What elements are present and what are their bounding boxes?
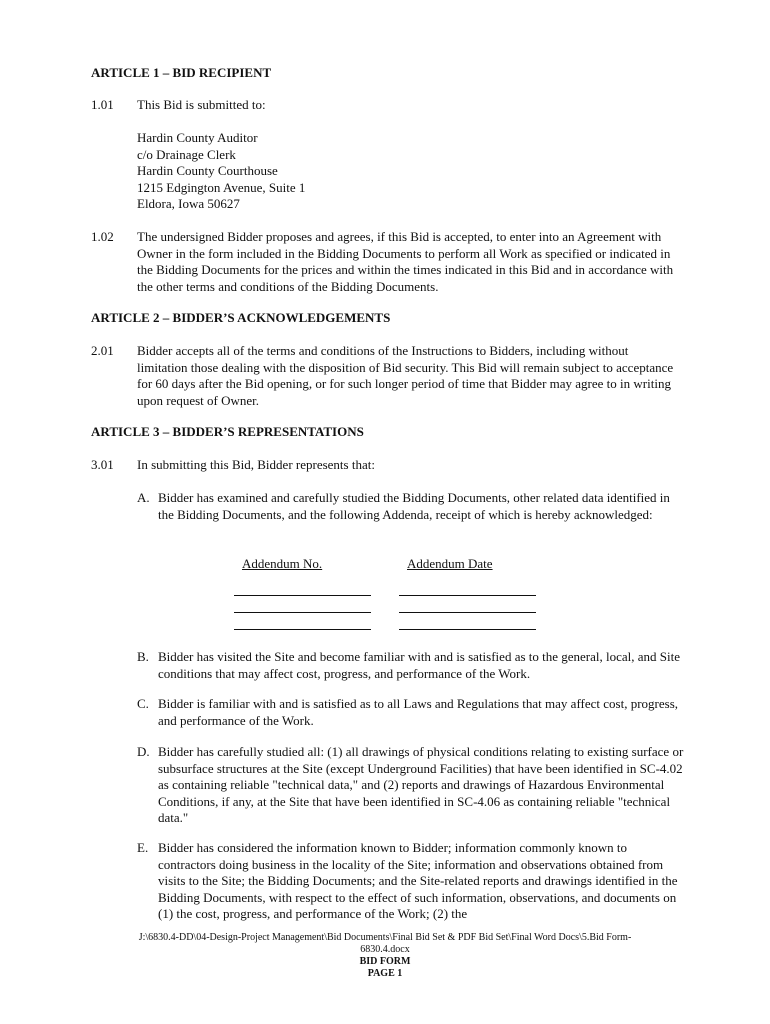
- item-letter: C.: [137, 696, 149, 711]
- recipient-address: [137, 130, 305, 213]
- addendum-no-blank[interactable]: [234, 629, 371, 630]
- footer-form-title: BID FORM: [359, 956, 411, 967]
- article-1-heading: ARTICLE 1 – BID RECIPIENT: [91, 65, 272, 80]
- item-text: Bidder is familiar with and is satisfied as to all Laws and Regulations that may affect cost, progress, and performance of the Work.: [158, 696, 678, 728]
- section-2-01-number: 2.01: [91, 343, 114, 358]
- addendum-no-blank[interactable]: [234, 595, 371, 596]
- addendum-date-blank[interactable]: [399, 629, 536, 630]
- representation-item-b: [137, 649, 687, 682]
- section-1-02-text: The undersigned Bidder proposes and agrees, if this Bid is accepted, to enter into an Agreement with Owner in the form included in the Bidding Documents to perform all Work as specified or indicated in the Bidding Documents for the prices and within the times indicated in this Bid and in accordance with the other terms and conditions of the Bidding Documents.: [137, 229, 674, 294]
- article-3-heading: ARTICLE 3 – BIDDER’S REPRESENTATIONS: [91, 424, 364, 439]
- section-1-02-number: 1.02: [91, 229, 114, 244]
- representation-item-e: [137, 840, 687, 923]
- address-line: Eldora, Iowa 50627: [137, 196, 240, 212]
- footer-file-name: 6830.4.docx: [360, 944, 410, 955]
- section-1-01-number: 1.01: [91, 97, 114, 112]
- item-text: Bidder has examined and carefully studied the Bidding Documents, other related data identified in the Bidding Documents, and the following Addenda, receipt of which is hereby acknowledged:: [158, 490, 670, 522]
- item-letter: D.: [137, 744, 150, 759]
- item-letter: A.: [137, 490, 150, 505]
- representation-item-a: [137, 490, 687, 523]
- item-text: Bidder has considered the information known to Bidder; information commonly known to contractors doing business in the locality of the Site; information and observations obtained from visits to the Site; the Bidding Documents; and the Site-related reports and drawings identified in the Bidding Documents, with respect to the effect of such information, observations, and documents on (1) the cost, progress, and performance of the Work; (2) the: [158, 840, 678, 922]
- address-line: Hardin County Courthouse: [137, 163, 278, 179]
- item-letter: E.: [137, 840, 149, 855]
- item-text: Bidder has carefully studied all: (1) all drawings of physical conditions relating to existing surface or subsurface structures at the Site (except Underground Facilities) that have been identified in SC-4.02 as containing reliable "technical data," and (2) reports and drawings of Hazardous Environmental Conditions, if any, at the Site that have been identified in SC-4.06 as containing reliable "technical data.": [158, 744, 684, 826]
- item-text: Bidder has visited the Site and become familiar with and is satisfied as to the general, local, and Site conditions that may affect cost, progress, and performance of the Work.: [158, 649, 681, 681]
- section-3-01-text: In submitting this Bid, Bidder represents that:: [137, 457, 375, 472]
- footer-file-path: J:\6830.4-DD\04-Design-Project Management\Bid Documents\Final Bid Set & PDF Bid Set\Final Word Docs\5.Bid Form-: [138, 932, 632, 943]
- addendum-date-blank[interactable]: [399, 595, 536, 596]
- representation-item-c: [137, 696, 687, 729]
- address-line: 1215 Edgington Avenue, Suite 1: [137, 179, 306, 195]
- footer-page-number: PAGE 1: [367, 968, 403, 979]
- section-3-01-number: 3.01: [91, 457, 114, 472]
- address-line: c/o Drainage Clerk: [137, 146, 236, 162]
- article-2-heading: ARTICLE 2 – BIDDER’S ACKNOWLEDGEMENTS: [91, 310, 391, 325]
- representation-item-d: [137, 744, 687, 827]
- section-1-01-text: This Bid is submitted to:: [137, 97, 266, 112]
- addendum-date-blank[interactable]: [399, 612, 536, 613]
- addendum-no-header: Addendum No.: [242, 556, 323, 571]
- section-2-01-text: Bidder accepts all of the terms and conditions of the Instructions to Bidders, including without limitation those dealing with the disposition of Bid security. This Bid will remain subject to acceptance for 60 days after the Bid opening, or for such longer period of time that Bidder may agree to in writing upon request of Owner.: [137, 343, 674, 408]
- address-line: Hardin County Auditor: [137, 130, 258, 145]
- item-letter: B.: [137, 649, 149, 664]
- addendum-date-header: Addendum Date: [407, 556, 493, 571]
- addendum-no-blank[interactable]: [234, 612, 371, 613]
- page-footer: [0, 932, 770, 980]
